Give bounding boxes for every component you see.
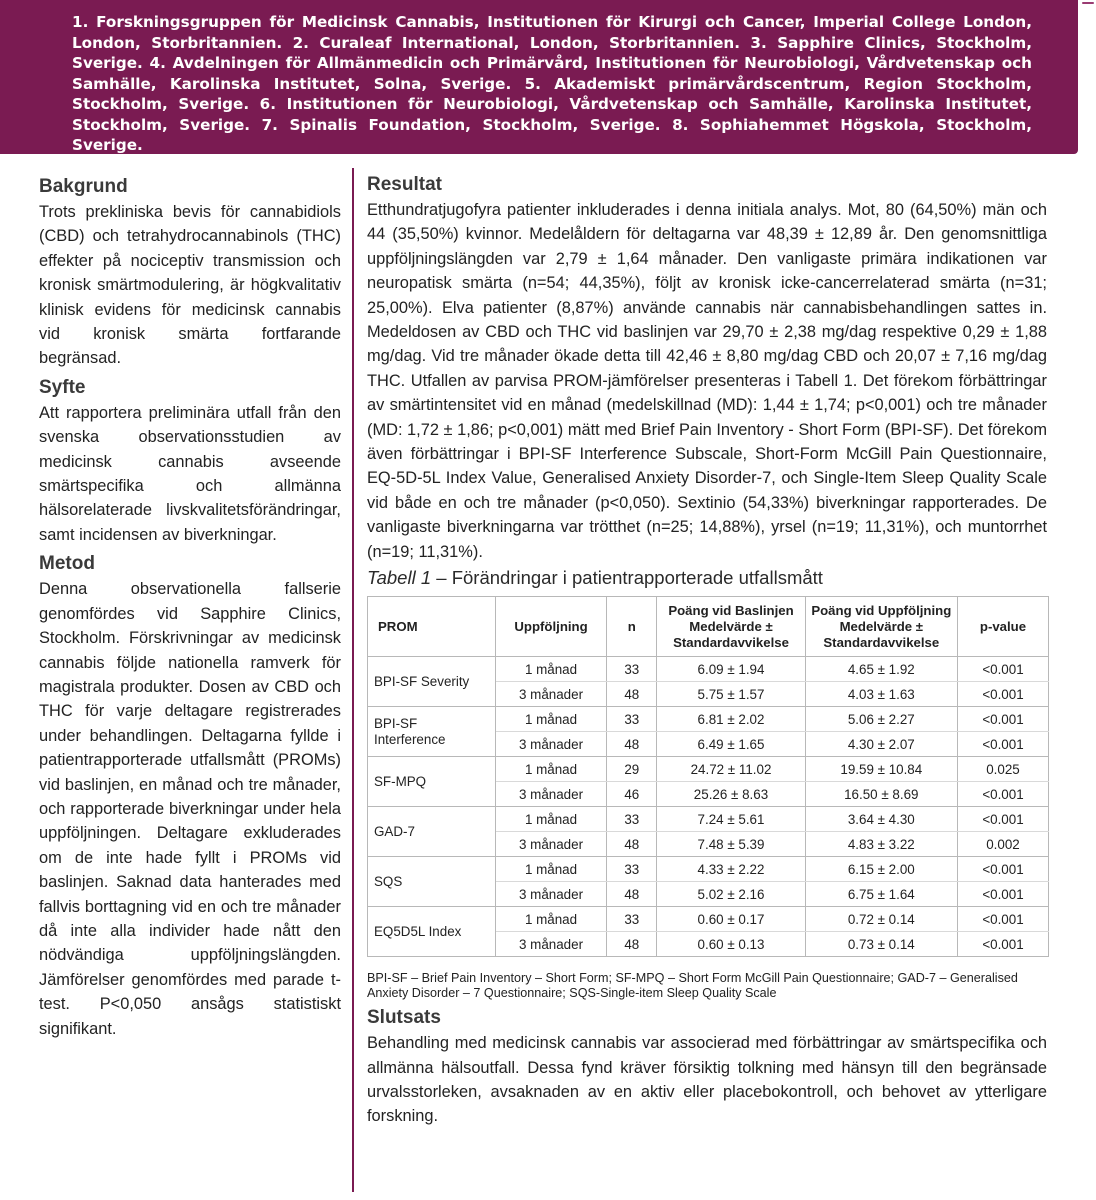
cell-followup: 1 månad <box>495 857 606 882</box>
table-caption-title: – Förändringar i patientrapporterade utfallsmått <box>431 567 823 589</box>
cell-p: <0.001 <box>957 782 1048 807</box>
cell-followup-score: 19.59 ± 10.84 <box>805 757 957 782</box>
cell-followup: 3 månader <box>495 832 606 857</box>
cell-baseline: 7.24 ± 5.61 <box>657 807 805 832</box>
table-body <box>368 657 1049 957</box>
cell-n: 48 <box>607 682 657 707</box>
cell-baseline: 5.02 ± 2.16 <box>657 882 805 907</box>
affiliations-text: 1. Forskningsgruppen för Medicinsk Cannabis, Institutionen för Kirurgi och Cancer, Imperial College London, London, Storbritannien. 2. Curaleaf International, London, Storbritannien. 3. Sapphire Clinics, Stockholm, Sverige. 4. Avdelningen för Allmänmedicin och Primärvård, Institutionen för Neurobiologi, Vårdvetenskap och Samhälle, Karolinska Institutet, Solna, Sverige. 5. Akademiskt primärvårdscentrum, Region Stockholm, Stockholm, Sverige. 6. Institutionen för Neurobiologi, Vårdvetenskap och Samhälle, Karolinska Institutet, Stockholm, Sverige. 7. Spinalis Foundation, Stockholm, Sverige. 8. Sophiahemmet Högskola, Stockholm, Sverige. <box>72 13 1032 154</box>
cell-followup: 3 månader <box>495 682 606 707</box>
table-caption-label: Tabell 1 <box>367 567 432 589</box>
cell-n: 33 <box>607 907 657 932</box>
affiliations-banner <box>0 0 1078 154</box>
cell-n: 33 <box>607 807 657 832</box>
prom-results-table <box>367 596 1049 957</box>
cell-p: 0.002 <box>957 832 1048 857</box>
syfte-heading: Syfte <box>39 376 86 398</box>
cell-followup: 3 månader <box>495 882 606 907</box>
cell-baseline: 6.81 ± 2.02 <box>657 707 805 732</box>
left-column <box>39 172 341 1045</box>
header-baseline-score: Poäng vid Baslinjen Medelvärde ± Standardavvikelse <box>657 597 805 657</box>
cell-n: 48 <box>607 932 657 957</box>
table-caption <box>367 566 1047 590</box>
bakgrund-text: Trots prekliniska bevis för cannabidiols (CBD) och tetrahydrocannabinols (THC) effekter på nociceptiv transmission och kronisk smärtmodulering, är högkvalitativ klinisk evidens för medicinsk cannabis vid kronisk smärta fortfarande begränsad. <box>39 203 341 368</box>
cell-followup-score: 0.73 ± 0.14 <box>805 932 957 957</box>
cell-baseline: 6.49 ± 1.65 <box>657 732 805 757</box>
cell-baseline: 24.72 ± 11.02 <box>657 757 805 782</box>
cell-followup: 1 månad <box>495 657 606 682</box>
cell-baseline: 7.48 ± 5.39 <box>657 832 805 857</box>
cell-p: <0.001 <box>957 882 1048 907</box>
cell-followup-score: 4.83 ± 3.22 <box>805 832 957 857</box>
cell-n: 33 <box>607 707 657 732</box>
metod-heading: Metod <box>39 553 95 575</box>
cell-p: <0.001 <box>957 857 1048 882</box>
table-row <box>368 657 1049 682</box>
cell-followup: 1 månad <box>495 907 606 932</box>
table-row <box>368 857 1049 882</box>
cell-baseline: 0.60 ± 0.17 <box>657 907 805 932</box>
cell-p: <0.001 <box>957 932 1048 957</box>
header-followup-score: Poäng vid Uppföljning Medelvärde ± Standardavvikelse <box>805 597 957 657</box>
table-footnote: BPI-SF – Brief Pain Inventory – Short Form; SF-MPQ – Short Form McGill Pain Questionnaire; GAD-7 – Generalised Anxiety Disorder – 7 Questionnaire; SQS-Single-item Sleep Quality Scale <box>367 971 1018 1001</box>
header-p-value: p-value <box>957 597 1048 657</box>
cell-followup-score: 4.30 ± 2.07 <box>805 732 957 757</box>
cell-n: 33 <box>607 857 657 882</box>
cell-followup-score: 6.15 ± 2.00 <box>805 857 957 882</box>
cell-followup-score: 4.03 ± 1.63 <box>805 682 957 707</box>
cell-n: 48 <box>607 732 657 757</box>
prom-name-cell: SF-MPQ <box>368 757 496 807</box>
resultat-heading: Resultat <box>367 174 442 195</box>
header-prom: PROM <box>368 597 496 657</box>
cell-followup-score: 6.75 ± 1.64 <box>805 882 957 907</box>
cell-baseline: 0.60 ± 0.13 <box>657 932 805 957</box>
cell-baseline: 25.26 ± 8.63 <box>657 782 805 807</box>
cell-followup: 3 månader <box>495 932 606 957</box>
cell-n: 33 <box>607 657 657 682</box>
cell-followup-score: 5.06 ± 2.27 <box>805 707 957 732</box>
prom-name-cell: GAD-7 <box>368 807 496 857</box>
right-column <box>367 172 1047 1131</box>
cell-followup: 1 månad <box>495 707 606 732</box>
bakgrund-heading: Bakgrund <box>39 176 128 197</box>
cell-n: 46 <box>607 782 657 807</box>
slutsats-heading: Slutsats <box>367 1007 441 1029</box>
cell-p: <0.001 <box>957 907 1048 932</box>
cell-followup-score: 4.65 ± 1.92 <box>805 657 957 682</box>
cell-followup: 3 månader <box>495 732 606 757</box>
cell-n: 48 <box>607 832 657 857</box>
slutsats-text: Behandling med medicinsk cannabis var associerad med förbättringar av smärtspecifika och allmänna hälsoutfall. Dessa fynd kräver försiktig tolkning med hänsyn till den begränsade urvalsstorleken, avsaknaden av en aktiv eller placebokontroll, och behovet av ytterligare forskning. <box>367 1034 1047 1126</box>
prom-name-cell: SQS <box>368 857 496 907</box>
column-divider <box>352 168 354 1192</box>
header-n: n <box>607 597 657 657</box>
table-header-row <box>368 597 1049 657</box>
cell-followup-score: 0.72 ± 0.14 <box>805 907 957 932</box>
cell-baseline: 4.33 ± 2.22 <box>657 857 805 882</box>
resultat-text: Etthundratjugofyra patienter inkluderades i denna initiala analys. Mot, 80 (64,50%) män och 44 (35,50%) kvinnor. Medelåldern för deltagarna var 48,39 ± 12,89 år. Den genomsnittliga uppföljningslängden var 2,79 ± 1,64 månader. Den vanligaste primära indikationen var neuropatisk smärta (n=54; 44,35%), följt av kronisk icke-cancerrelaterad smärta (n=31; 25,00%). Elva patienter (8,87%) använde cannabis när cannabisbehandlingen sattes in. Medeldosen av CBD och THC vid baslinjen var 29,70 ± 2,38 mg/dag respektive 0,29 ± 1,88 mg/dag. Vid tre månader ökade detta till 42,46 ± 8,80 mg/dag CBD och 20,07 ± 7,16 mg/dag THC. Utfallen av parvisa PROM-jämförelser presenteras i Tabell 1. Det förekom förbättringar av smärtintensitet vid en månad (medelskillnad (MD): 1,44 ± 1,74; p<0,001) och tre månader (MD: 1,72 ± 1,86; p<0,001) mätt med Brief Pain Inventory - Short Form (BPI-SF). Det förekom även förbättringar i BPI-SF Interference Subscale, Short-Form McGill Pain Questionnaire, EQ-5D-5L Index Value, Generalised Anxiety Disorder-7, och Single-Item Sleep Quality Scale vid både en och tre månader (p<0,050). Sextinio (54,33%) biverkningar rapporterades. De vanligaste biverkningarna var trötthet (n=25; 14,88%), yrsel (n=19; 11,31%), och muntorrhet (n=19; 11,31%). <box>367 201 1047 561</box>
prom-name-cell: BPI-SF Severity <box>368 657 496 707</box>
cell-p: <0.001 <box>957 707 1048 732</box>
cell-p: 0.025 <box>957 757 1048 782</box>
cell-followup-score: 16.50 ± 8.69 <box>805 782 957 807</box>
cell-n: 48 <box>607 882 657 907</box>
header-followup: Uppföljning <box>495 597 606 657</box>
prom-name-cell: BPI-SF Interference <box>368 707 496 757</box>
cell-n: 29 <box>607 757 657 782</box>
metod-text: Denna observationella fallserie genomfördes vid Sapphire Clinics, Stockholm. Förskrivningar av medicinsk cannabis följde nationella ramverk för magistrala produkter. Dosen av CBD och THC för varje deltagare registrerades under behandlingen. Deltagarna fyllde i patientrapporterade utfallsmått (PROMs) vid baslinjen, en månad och tre månader, och rapporterade biverkningar under hela uppföljningen. Deltagare exkluderades om de inte hade fyllt i PROMs vid baslinjen. Saknad data hanterades med fallvis borttagning vid en och tre månader då inte alla individer hade nått den nödvändiga uppföljningslängden. Jämförelser genomfördes med parade t-test. P<0,050 ansågs statistiskt signifikant. <box>39 580 341 1038</box>
cell-followup-score: 3.64 ± 4.30 <box>805 807 957 832</box>
corner-decoration <box>1082 2 1094 4</box>
cell-p: <0.001 <box>957 732 1048 757</box>
table-row <box>368 707 1049 732</box>
prom-name-cell: EQ5D5L Index <box>368 907 496 957</box>
cell-followup: 1 månad <box>495 757 606 782</box>
cell-baseline: 5.75 ± 1.57 <box>657 682 805 707</box>
cell-p: <0.001 <box>957 657 1048 682</box>
cell-baseline: 6.09 ± 1.94 <box>657 657 805 682</box>
cell-p: <0.001 <box>957 682 1048 707</box>
cell-p: <0.001 <box>957 807 1048 832</box>
table-row <box>368 907 1049 932</box>
cell-followup: 1 månad <box>495 807 606 832</box>
syfte-text: Att rapportera preliminära utfall från den svenska observationsstudien av medicinsk cannabis avseende smärtspecifika och allmänna hälsorelaterade livskvalitetsförändringar, samt incidensen av biverkningar. <box>39 403 341 544</box>
table-row <box>368 757 1049 782</box>
cell-followup: 3 månader <box>495 782 606 807</box>
table-row <box>368 807 1049 832</box>
